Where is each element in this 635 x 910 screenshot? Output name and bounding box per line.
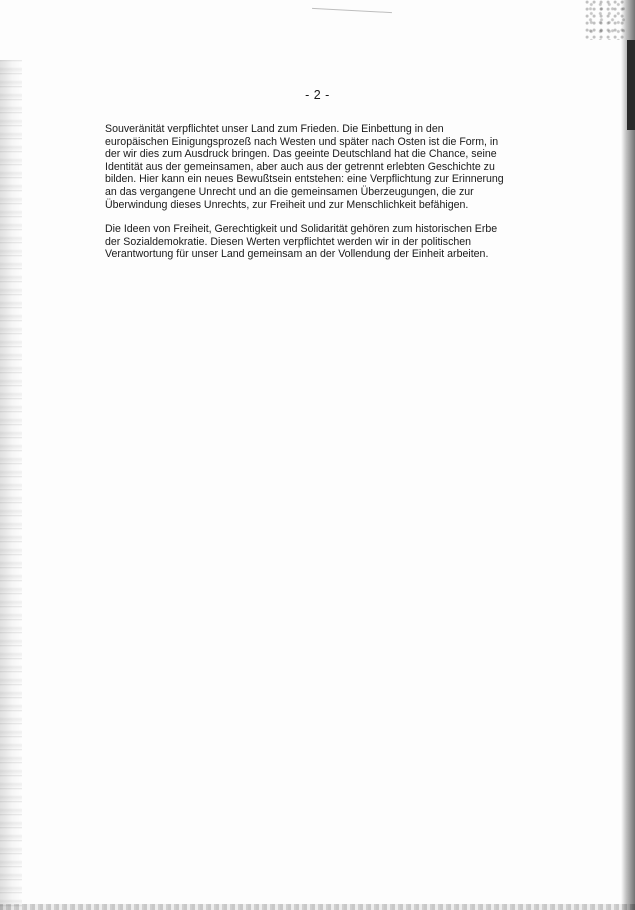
text-line: Die Ideen von Freiheit, Gerechtigkeit und Solidarität gehören zum historischen Erbe [105,223,498,236]
text-line: bilden. Hier kann ein neues Bewußtsein entstehen: eine Verpflichtung zur Erinnerung [105,173,504,186]
text-line: der Sozialdemokratie. Diesen Werten verpflichtet werden wir in der politischen [105,235,472,248]
scan-corner-noise [585,0,625,40]
text-line: Souveränität verpflichtet unser Land zum Frieden. Die Einbettung in den [105,123,444,135]
text-line: europäischen Einigungsprozeß nach Westen und später nach Osten ist die Form, in [105,135,499,148]
text-line: Überwindung dieses Unrechts, zur Freiheit und zur Menschlichkeit befähigen. [105,198,469,211]
text-line: der wir dies zum Ausdruck bringen. Das geeinte Deutschland hat die Chance, seine [105,148,497,161]
text-line: Identität aus der gemeinsamen, aber auch aus der getrennt erlebten Geschichte zu [105,160,495,173]
body-text [105,123,525,261]
page-number: - 2 - [305,88,330,102]
paragraph-1 [105,123,525,211]
paragraph-2 [105,223,525,261]
text-line: an das vergangene Unrecht und an die gemeinsamen Überzeugungen, die zur [105,185,474,198]
scan-edge-bottom [0,904,635,910]
text-line: Verantwortung für unser Land gemeinsam an der Vollendung der Einheit arbeiten. [105,248,489,261]
scan-edge-right-shadow [627,40,635,130]
scan-edge-right [621,0,635,910]
scan-edge-left [0,60,22,910]
scan-scratch [312,8,392,13]
